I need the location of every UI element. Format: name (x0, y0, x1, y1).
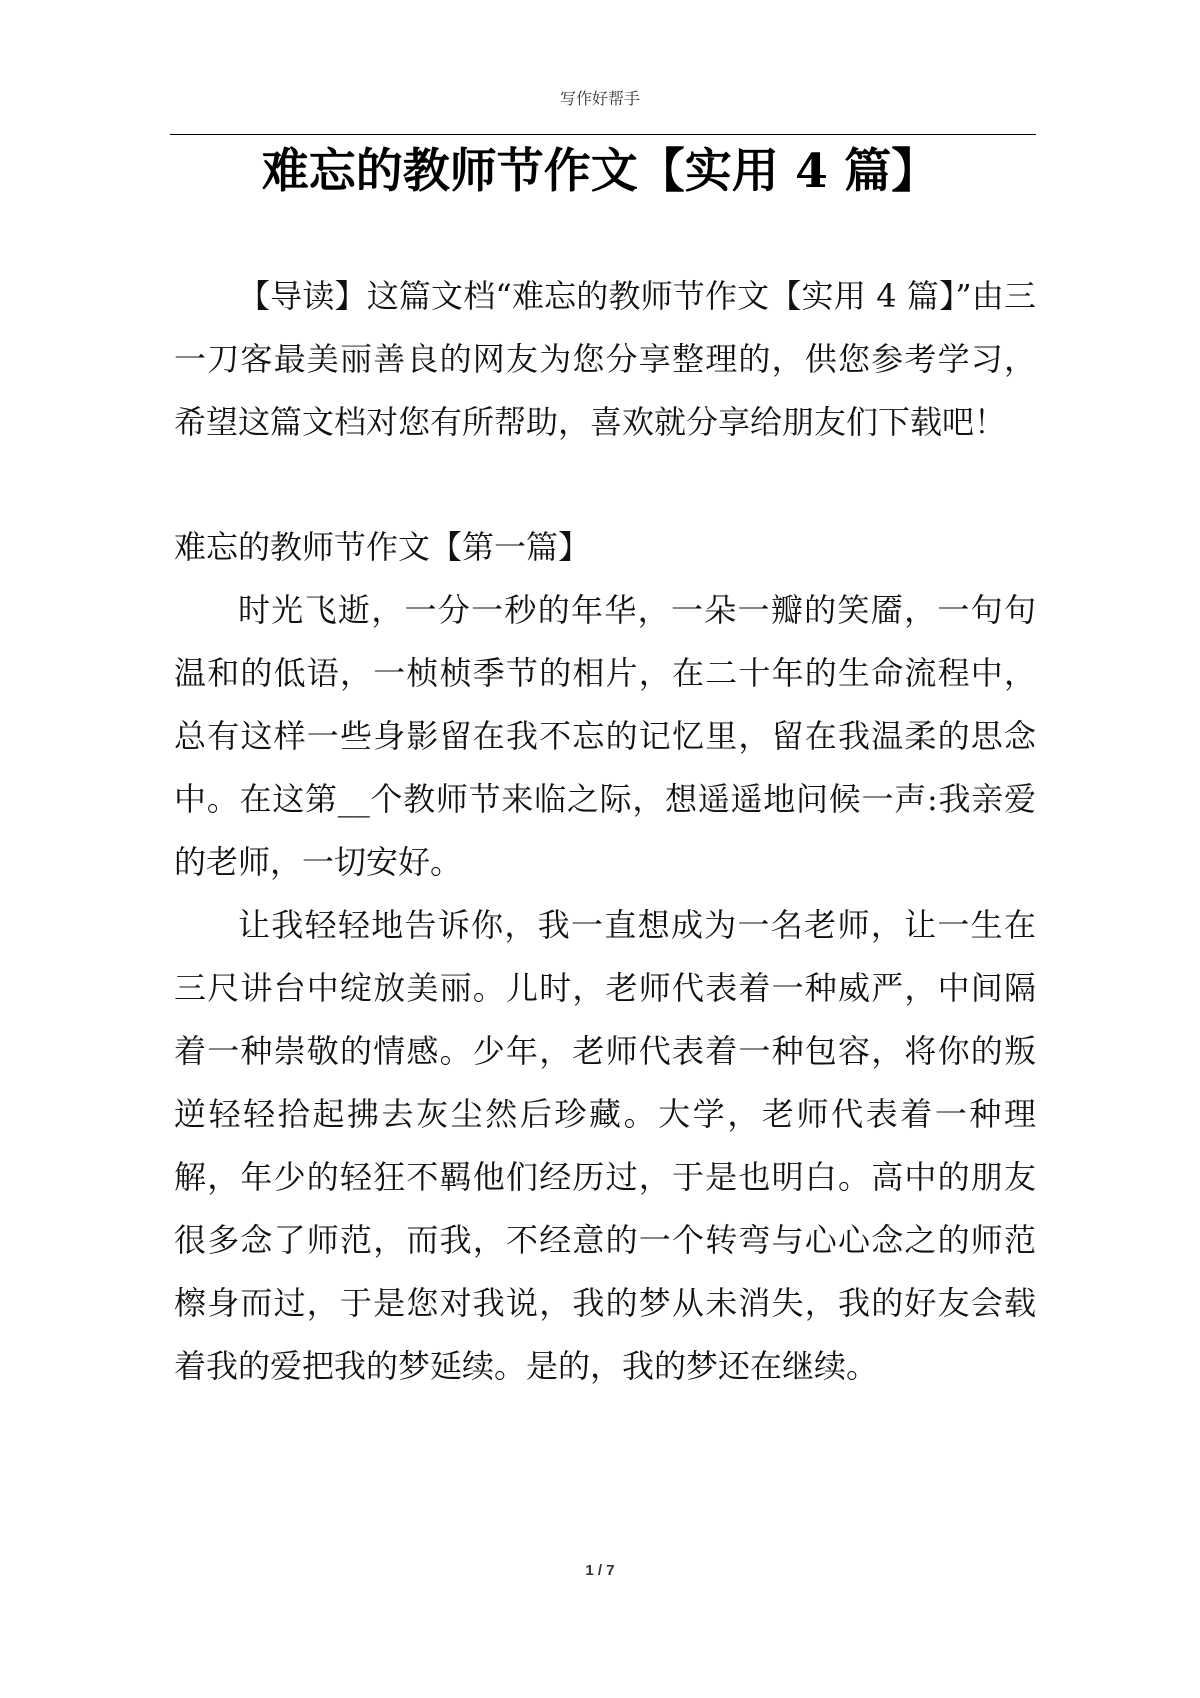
document-title: 难忘的教师节作文【实用 4 篇】 (261, 144, 939, 199)
document-body (174, 265, 1036, 1398)
section-heading: 难忘的教师节作文【第一篇】 (174, 528, 591, 566)
page-number: 1 / 7 (585, 1562, 615, 1579)
running-header: 写作好帮手 (559, 89, 640, 108)
header-divider (170, 134, 1036, 135)
body-paragraph: 时光飞逝，一分一秒的年华，一朵一瓣的笑靥，一句句温和的低语，一桢桢季节的相片，在二十年的生命流程中，总有这样一些身影留在我不忘的记忆里，留在我温柔的思念中。在这第__个教师节来临之际，想遥遥地问候一声:我亲爱的老师，一切安好。 (174, 591, 1036, 881)
intro-paragraph: 【导读】这篇文档“难忘的教师节作文【实用 4 篇】”由三一刀客最美丽善良的网友为您分享整理的，供您参考学习，希望这篇文档对您有所帮助，喜欢就分享给朋友们下载吧！ (174, 277, 1036, 441)
body-paragraph: 让我轻轻地告诉你，我一直想成为一名老师，让一生在三尺讲台中绽放美丽。儿时，老师代表着一种威严，中间隔着一种崇敬的情感。少年，老师代表着一种包容，将你的叛逆轻轻拾起拂去灰尘然后珍藏。大学，老师代表着一种理解，年少的轻狂不羁他们经历过，于是也明白。高中的朋友很多念了师范，而我，不经意的一个转弯与心心念之的师范檫身而过，于是您对我说，我的梦从未消失，我的好友会载着我的爱把我的梦延续。是的，我的梦还在继续。 (174, 906, 1036, 1385)
